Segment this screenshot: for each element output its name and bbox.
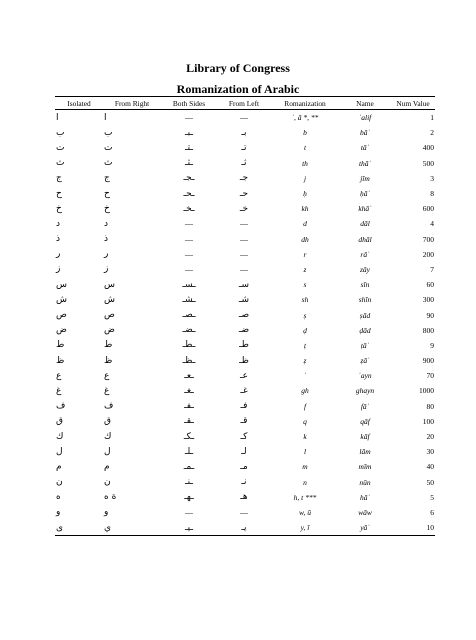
isolated-form-cell: ل bbox=[56, 446, 63, 457]
table-row bbox=[55, 520, 435, 536]
numeric-value-cell: 800 bbox=[422, 325, 434, 335]
romanization-cell: n bbox=[303, 477, 307, 487]
romanization-cell: w, ū bbox=[299, 507, 311, 517]
letter-name-cell: yāʾ bbox=[339, 520, 391, 536]
from-right-form-cell: غ bbox=[104, 385, 110, 396]
letter-name-cell: shīn bbox=[358, 295, 372, 305]
header-row bbox=[55, 97, 435, 110]
both-sides-form-cell: ـبـ bbox=[185, 127, 193, 138]
romanization-cell: m bbox=[302, 462, 308, 472]
romanization-cell: dh bbox=[301, 234, 309, 244]
from-right-form-cell: ذ bbox=[104, 234, 109, 245]
both-sides-form-cell: — bbox=[185, 249, 193, 259]
from-right-form-cell: ل bbox=[104, 446, 111, 457]
from-right-form-cell: ص bbox=[104, 310, 115, 321]
column-header-num-value: Num Value bbox=[391, 97, 435, 110]
table-row bbox=[55, 414, 435, 429]
from-left-form-cell: هـ bbox=[240, 492, 248, 503]
letter-name-cell: qāf bbox=[360, 416, 370, 426]
column-header-both-sides: Both Sides bbox=[161, 97, 217, 110]
both-sides-form-cell: ـضـ bbox=[182, 325, 196, 336]
letter-name-cell: ḍād bbox=[359, 325, 371, 335]
table-row bbox=[55, 307, 435, 322]
numeric-value-cell: 600 bbox=[422, 204, 434, 214]
table-row bbox=[55, 110, 435, 126]
romanization-cell: t bbox=[303, 143, 307, 153]
from-left-form-cell: — bbox=[240, 113, 248, 123]
table-row bbox=[55, 353, 435, 368]
from-left-form-cell: — bbox=[240, 264, 248, 274]
numeric-value-cell: 3 bbox=[430, 173, 434, 183]
letter-name-cell: lām bbox=[359, 447, 371, 457]
column-header-from-right: From Right bbox=[103, 97, 161, 110]
letter-name-cell: mīm bbox=[358, 462, 372, 472]
isolated-form-cell: ش bbox=[56, 294, 67, 305]
from-left-form-cell: قـ bbox=[240, 416, 248, 427]
isolated-form-cell: ط bbox=[56, 340, 65, 351]
romanization-cell: f bbox=[303, 401, 307, 411]
numeric-value-cell: 50 bbox=[426, 477, 434, 487]
isolated-form-cell: ا bbox=[56, 112, 59, 123]
both-sides-form-cell: ـصـ bbox=[182, 310, 196, 321]
from-left-form-cell: طـ bbox=[239, 340, 249, 351]
numeric-value-cell: 70 bbox=[426, 371, 434, 381]
isolated-form-cell: ز bbox=[56, 264, 61, 275]
from-left-form-cell: خـ bbox=[239, 203, 249, 214]
numeric-value-cell: 40 bbox=[426, 462, 434, 472]
table-row bbox=[55, 277, 435, 292]
table-row bbox=[55, 216, 435, 231]
romanization-cell: gh bbox=[301, 386, 309, 396]
letter-name-cell: thāʾ bbox=[358, 158, 372, 168]
both-sides-form-cell: ـعـ bbox=[184, 370, 194, 381]
isolated-form-cell: ذ bbox=[56, 234, 61, 245]
isolated-form-cell: ك bbox=[56, 431, 64, 442]
from-left-form-cell: غـ bbox=[240, 385, 248, 396]
both-sides-form-cell: — bbox=[185, 219, 193, 229]
both-sides-form-cell: ـحـ bbox=[183, 188, 195, 199]
from-left-form-cell: شـ bbox=[238, 294, 250, 305]
both-sides-form-cell: ـيـ bbox=[161, 520, 217, 536]
letter-name-cell: wāw bbox=[358, 507, 372, 517]
table-row bbox=[55, 444, 435, 459]
from-right-form-cell: ع bbox=[104, 370, 110, 381]
both-sides-form-cell: ـشـ bbox=[182, 294, 196, 305]
letter-name-cell: dhāl bbox=[358, 234, 372, 244]
from-right-form-cell: ا bbox=[104, 112, 107, 123]
table-row bbox=[55, 156, 435, 171]
from-left-form-cell: مـ bbox=[240, 461, 248, 472]
isolated-form-cell: ى bbox=[55, 520, 103, 536]
isolated-form-cell: ث bbox=[56, 158, 65, 169]
from-left-form-cell: لـ bbox=[241, 446, 247, 457]
letter-name-cell: nūn bbox=[359, 477, 371, 487]
both-sides-form-cell: ـجـ bbox=[183, 173, 195, 184]
from-left-form-cell: — bbox=[240, 234, 248, 244]
title-line-1: Library of Congress bbox=[186, 61, 290, 75]
both-sides-form-cell: ـقـ bbox=[184, 416, 194, 427]
both-sides-form-cell: — bbox=[185, 234, 193, 244]
from-left-form-cell: نـ bbox=[241, 477, 247, 488]
from-right-form-cell: س bbox=[104, 279, 115, 290]
from-right-form-cell: ح bbox=[104, 188, 110, 199]
numeric-value-cell: 200 bbox=[422, 249, 434, 259]
romanization-cell: kh bbox=[301, 204, 309, 214]
from-left-form-cell: سـ bbox=[238, 279, 250, 290]
from-right-form-cell: ظ bbox=[104, 355, 113, 366]
isolated-form-cell: م bbox=[56, 461, 62, 472]
numeric-value-cell: 400 bbox=[422, 143, 434, 153]
column-header-isolated: Isolated bbox=[55, 97, 103, 110]
isolated-form-cell: ن bbox=[56, 477, 63, 488]
table-row bbox=[55, 171, 435, 186]
isolated-form-cell: ر bbox=[56, 249, 61, 260]
letter-name-cell: jīm bbox=[360, 173, 370, 183]
from-left-form-cell: بـ bbox=[241, 127, 247, 138]
letter-name-cell: khāʾ bbox=[358, 204, 372, 214]
both-sides-form-cell: ـكـ bbox=[183, 431, 195, 442]
from-left-form-cell: ثـ bbox=[241, 158, 247, 169]
isolated-form-cell: ص bbox=[56, 310, 67, 321]
numeric-value-cell: 60 bbox=[426, 280, 434, 290]
document-title bbox=[0, 58, 476, 100]
table-row bbox=[55, 140, 435, 155]
from-left-form-cell: ظـ bbox=[239, 355, 249, 366]
both-sides-form-cell: ـلـ bbox=[184, 446, 194, 457]
both-sides-form-cell: — bbox=[185, 113, 193, 123]
numeric-value-cell: 700 bbox=[422, 234, 434, 244]
table-row bbox=[55, 186, 435, 201]
isolated-form-cell: ت bbox=[56, 142, 65, 153]
from-left-form-cell: ضـ bbox=[238, 325, 250, 336]
title-line-2: Romanization of Arabic bbox=[176, 82, 300, 96]
letter-name-cell: ghayn bbox=[355, 386, 375, 396]
romanization-cell: q bbox=[303, 416, 307, 426]
numeric-value-cell: 90 bbox=[426, 310, 434, 320]
column-header-romanization: Romanization bbox=[271, 97, 339, 110]
table-row bbox=[55, 429, 435, 444]
both-sides-form-cell: — bbox=[185, 507, 193, 517]
from-right-form-cell: ر bbox=[104, 249, 109, 260]
both-sides-form-cell: ـظـ bbox=[182, 355, 196, 366]
table-header bbox=[55, 97, 435, 110]
table-row bbox=[55, 475, 435, 490]
numeric-value-cell: 7 bbox=[430, 264, 434, 274]
romanization-cell: ʿ bbox=[303, 371, 307, 381]
isolated-form-cell: ج bbox=[56, 173, 62, 184]
letter-name-cell: sīn bbox=[360, 280, 370, 290]
romanization-cell: l bbox=[303, 447, 307, 457]
numeric-value-cell: 2 bbox=[430, 128, 434, 138]
romanization-cell: th bbox=[302, 158, 308, 168]
numeric-value-cell: 900 bbox=[422, 356, 434, 366]
from-right-form-cell: ك bbox=[104, 431, 112, 442]
table-body bbox=[55, 110, 435, 536]
from-right-form-cell: و bbox=[104, 507, 109, 518]
romanization-cell: k bbox=[303, 432, 307, 442]
isolated-form-cell: ف bbox=[56, 401, 66, 412]
from-right-form-cell: خ bbox=[104, 203, 110, 214]
letter-name-cell: rāʾ bbox=[360, 249, 370, 259]
from-right-form-cell: ق bbox=[104, 416, 111, 427]
letter-name-cell: fāʾ bbox=[360, 401, 370, 411]
numeric-value-cell: 30 bbox=[426, 447, 434, 457]
romanization-cell: b bbox=[303, 128, 307, 138]
from-right-form-cell: ن bbox=[104, 477, 111, 488]
romanization-cell: ʾ, ā *, ** bbox=[291, 113, 319, 123]
romanization-cell: r bbox=[303, 249, 307, 259]
isolated-form-cell: غ bbox=[56, 385, 62, 396]
isolated-form-cell: ظ bbox=[56, 355, 65, 366]
romanization-cell: j bbox=[303, 173, 307, 183]
numeric-value-cell: 80 bbox=[426, 401, 434, 411]
romanization-cell: y, ī bbox=[271, 520, 339, 536]
numeric-value-cell: 5 bbox=[430, 492, 434, 502]
romanization-cell: h, t *** bbox=[293, 492, 317, 502]
both-sides-form-cell: ـهـ bbox=[184, 492, 194, 503]
from-right-form-cell: ز bbox=[104, 264, 109, 275]
letter-name-cell: tāʾ bbox=[360, 143, 370, 153]
letter-name-cell: zāy bbox=[360, 264, 370, 274]
isolated-form-cell: ب bbox=[56, 127, 65, 138]
isolated-form-cell: ض bbox=[56, 325, 67, 336]
romanization-cell: ṭ bbox=[303, 340, 307, 350]
isolated-form-cell: ح bbox=[56, 188, 62, 199]
isolated-form-cell: س bbox=[56, 279, 67, 290]
romanization-cell: ṣ bbox=[303, 310, 307, 320]
numeric-value-cell: 4 bbox=[430, 219, 434, 229]
romanization-cell: ḍ bbox=[303, 325, 307, 335]
from-right-form-cell: ج bbox=[104, 173, 110, 184]
isolated-form-cell: خ bbox=[56, 203, 62, 214]
from-right-form-cell: ة ه bbox=[104, 492, 117, 503]
from-left-form-cell: حـ bbox=[239, 188, 249, 199]
letter-name-cell: dāl bbox=[360, 219, 370, 229]
both-sides-form-cell: ـغـ bbox=[184, 385, 194, 396]
from-right-form-cell: ت bbox=[104, 142, 113, 153]
from-left-form-cell: — bbox=[240, 507, 248, 517]
letter-name-cell: ḥāʾ bbox=[360, 189, 370, 199]
table-row bbox=[55, 338, 435, 353]
table-row bbox=[55, 459, 435, 474]
isolated-form-cell: د bbox=[56, 218, 61, 229]
from-right-form-cell: ب bbox=[104, 127, 113, 138]
numeric-value-cell: 10 bbox=[391, 520, 435, 536]
table-row bbox=[55, 292, 435, 307]
from-right-form-cell: ث bbox=[104, 158, 113, 169]
from-left-form-cell: جـ bbox=[239, 173, 249, 184]
both-sides-form-cell: ـسـ bbox=[182, 279, 196, 290]
isolated-form-cell: ع bbox=[56, 370, 62, 381]
numeric-value-cell: 1 bbox=[430, 113, 434, 123]
romanization-cell: s bbox=[303, 280, 307, 290]
letter-name-cell: hāʾ bbox=[360, 492, 370, 502]
numeric-value-cell: 20 bbox=[426, 432, 434, 442]
isolated-form-cell: ق bbox=[56, 416, 63, 427]
table-row bbox=[55, 505, 435, 520]
numeric-value-cell: 500 bbox=[422, 158, 434, 168]
column-header-name: Name bbox=[339, 97, 391, 110]
both-sides-form-cell: ـفـ bbox=[184, 401, 194, 412]
numeric-value-cell: 8 bbox=[430, 189, 434, 199]
both-sides-form-cell: ـتـ bbox=[185, 142, 193, 153]
table-row bbox=[55, 232, 435, 247]
from-right-form-cell: ش bbox=[104, 294, 115, 305]
letter-name-cell: bāʾ bbox=[360, 128, 370, 138]
from-left-form-cell: تـ bbox=[241, 142, 247, 153]
numeric-value-cell: 1000 bbox=[419, 386, 434, 396]
from-left-form-cell: — bbox=[240, 249, 248, 259]
from-right-form-cell: ض bbox=[104, 325, 115, 336]
from-right-form-cell: ف bbox=[104, 401, 114, 412]
from-left-form-cell: صـ bbox=[238, 310, 250, 321]
romanization-cell: d bbox=[303, 219, 307, 229]
table-row bbox=[55, 125, 435, 140]
from-right-form-cell: ط bbox=[104, 340, 113, 351]
from-right-form-cell: م bbox=[104, 461, 110, 472]
romanization-cell: ẓ bbox=[303, 356, 307, 366]
from-right-form-cell: د bbox=[104, 218, 109, 229]
table-row bbox=[55, 399, 435, 414]
from-left-form-cell: عـ bbox=[239, 370, 248, 381]
table-row bbox=[55, 262, 435, 277]
from-left-form-cell: — bbox=[240, 219, 248, 229]
letter-name-cell: ẓāʾ bbox=[360, 356, 370, 366]
romanization-cell: ḥ bbox=[303, 189, 307, 199]
letter-name-cell: ʿayn bbox=[358, 371, 372, 381]
both-sides-form-cell: — bbox=[185, 264, 193, 274]
letter-name-cell: ṣād bbox=[359, 310, 371, 320]
table-row bbox=[55, 323, 435, 338]
table-row bbox=[55, 490, 435, 505]
table-row bbox=[55, 201, 435, 216]
table-row bbox=[55, 383, 435, 398]
table-row bbox=[55, 368, 435, 383]
from-right-form-cell: ي bbox=[103, 520, 161, 536]
both-sides-form-cell: ـنـ bbox=[185, 477, 193, 488]
numeric-value-cell: 6 bbox=[430, 507, 434, 517]
isolated-form-cell: ه bbox=[56, 492, 61, 503]
from-left-form-cell: يـ bbox=[217, 520, 271, 536]
romanization-cell: sh bbox=[301, 295, 309, 305]
numeric-value-cell: 300 bbox=[422, 295, 434, 305]
letter-name-cell: kāf bbox=[360, 432, 370, 442]
from-left-form-cell: فـ bbox=[240, 401, 248, 412]
letter-name-cell: ṭāʾ bbox=[360, 340, 370, 350]
both-sides-form-cell: ـخـ bbox=[183, 203, 195, 214]
numeric-value-cell: 9 bbox=[430, 340, 434, 350]
both-sides-form-cell: ـثـ bbox=[185, 158, 193, 169]
both-sides-form-cell: ـطـ bbox=[182, 340, 196, 351]
numeric-value-cell: 100 bbox=[422, 416, 434, 426]
romanization-cell: z bbox=[303, 264, 307, 274]
from-left-form-cell: كـ bbox=[240, 431, 248, 442]
table-row bbox=[55, 247, 435, 262]
arabic-romanization-table bbox=[55, 96, 435, 536]
both-sides-form-cell: ـمـ bbox=[183, 461, 195, 472]
column-header-from-left: From Left bbox=[217, 97, 271, 110]
letter-name-cell: ʾalif bbox=[358, 113, 372, 123]
isolated-form-cell: و bbox=[56, 507, 61, 518]
